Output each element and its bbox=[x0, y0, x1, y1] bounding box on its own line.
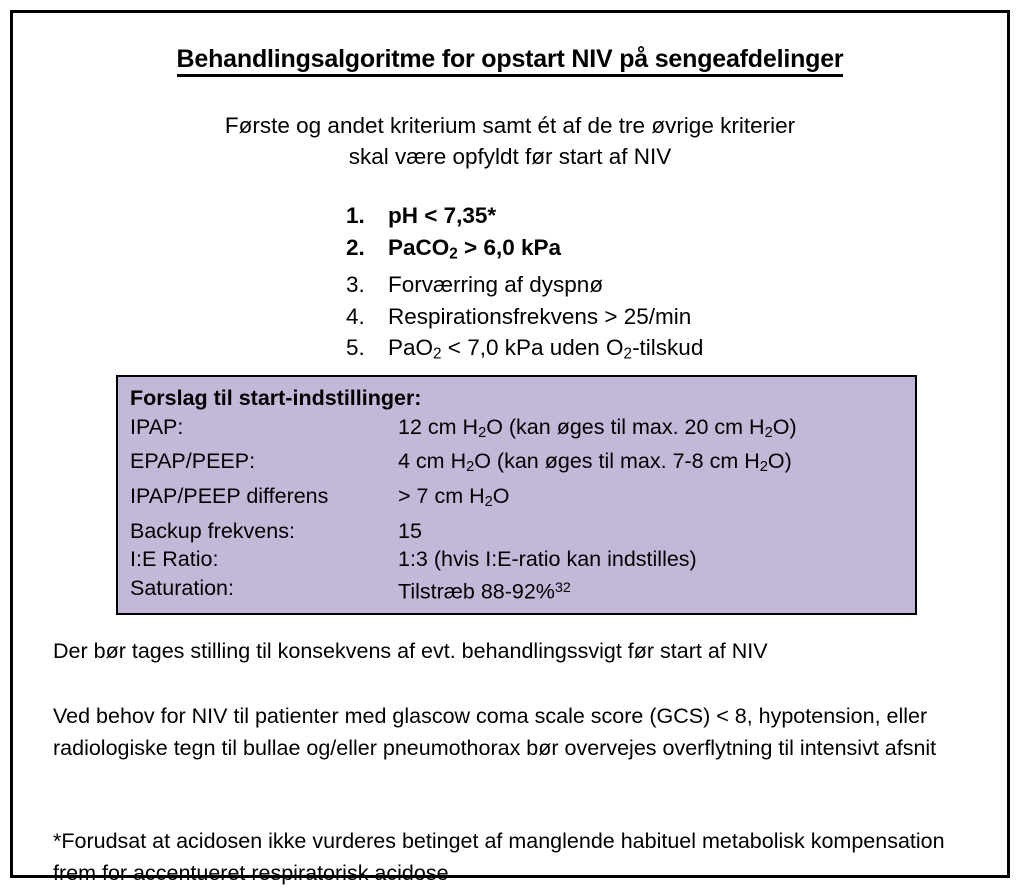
criteria-number: 4. bbox=[346, 303, 365, 329]
criteria-number: 1. bbox=[346, 203, 365, 228]
settings-label: Saturation: bbox=[130, 575, 234, 600]
settings-value: 15 bbox=[398, 518, 422, 543]
criteria-item-3 bbox=[346, 269, 906, 301]
criteria-text: Respirationsfrekvens > 25/min bbox=[388, 303, 692, 329]
settings-box-heading: Forslag til start-indstillinger: bbox=[130, 386, 422, 410]
settings-row-ie-ratio bbox=[118, 545, 915, 574]
note-treatment-failure: Der bør tages stilling til konsekvens af evt. behandlingssvigt før start af NIV bbox=[53, 639, 768, 663]
criteria-item-2 bbox=[346, 232, 906, 270]
criteria-text: Forværring af dyspnø bbox=[388, 272, 604, 298]
citation-reference: 32 bbox=[554, 579, 571, 596]
subtitle-block bbox=[13, 110, 1007, 172]
settings-row-ipap-peep-differens bbox=[118, 482, 915, 517]
criteria-number: 2. bbox=[346, 234, 365, 260]
criteria-item-1 bbox=[346, 200, 906, 232]
criteria-item-4 bbox=[346, 301, 906, 333]
settings-label: I:E Ratio: bbox=[130, 547, 219, 572]
settings-row-ipap bbox=[118, 413, 915, 448]
page-title bbox=[13, 45, 1007, 74]
criteria-item-5 bbox=[346, 332, 906, 370]
settings-label: Backup frekvens: bbox=[130, 518, 295, 543]
subtitle-line-2: skal være opfyldt før start af NIV bbox=[348, 144, 672, 169]
page-title-text: Behandlingsalgoritme for opstart NIV på sengeafdelinger bbox=[177, 45, 844, 77]
settings-row-epap-peep bbox=[118, 447, 915, 482]
criteria-text: pH < 7,35* bbox=[388, 203, 497, 228]
footnote-acidosis: *Forudsat at acidosen ikke vurderes betinget af manglende habituel metabolisk kompensation frem for accentueret respiratorisk acidose bbox=[53, 829, 945, 885]
settings-value: 1:3 (hvis I:E-ratio kan indstilles) bbox=[398, 547, 697, 572]
settings-row-saturation bbox=[118, 574, 915, 606]
note-icu-transfer: Ved behov for NIV til patienter med glascow coma scale score (GCS) < 8, hypotension, eller radiologiske tegn til bullae og/eller pneumothorax bør overvejes overflytning til intensivt afsnit bbox=[53, 704, 937, 760]
settings-value: 12 cm $H_2O$ (kan øges til max. 20 cm $H_2O$) bbox=[398, 414, 797, 441]
criteria-number: 5. bbox=[346, 335, 365, 361]
settings-row-backup-frekvens bbox=[118, 517, 915, 546]
subtitle-line-1: Første og andet kriterium samt ét af de tre øvrige kriterier bbox=[224, 113, 796, 138]
settings-label: EPAP/PEEP: bbox=[130, 449, 256, 474]
settings-value: > 7 cm $H_2O$ bbox=[398, 483, 510, 511]
settings-label: IPAP: bbox=[130, 414, 184, 439]
criteria-number: 3. bbox=[346, 272, 365, 298]
settings-value: 4 cm $H_2O$ (kan øges til max. 7-8 cm $H_2O$) bbox=[398, 449, 792, 476]
criteria-list bbox=[346, 200, 906, 370]
criteria-text: PaO$_2$ < 7,0 kPa uden $O_2$-tilskud bbox=[388, 335, 704, 363]
settings-box bbox=[116, 375, 917, 615]
document-page bbox=[10, 10, 1010, 885]
settings-value: Tilstræb 88-92%$^{32}$ bbox=[398, 578, 571, 603]
criteria-text: PaCO$_2$ > 6,0 kPa bbox=[388, 234, 562, 262]
settings-label: IPAP/PEEP differens bbox=[130, 483, 329, 508]
